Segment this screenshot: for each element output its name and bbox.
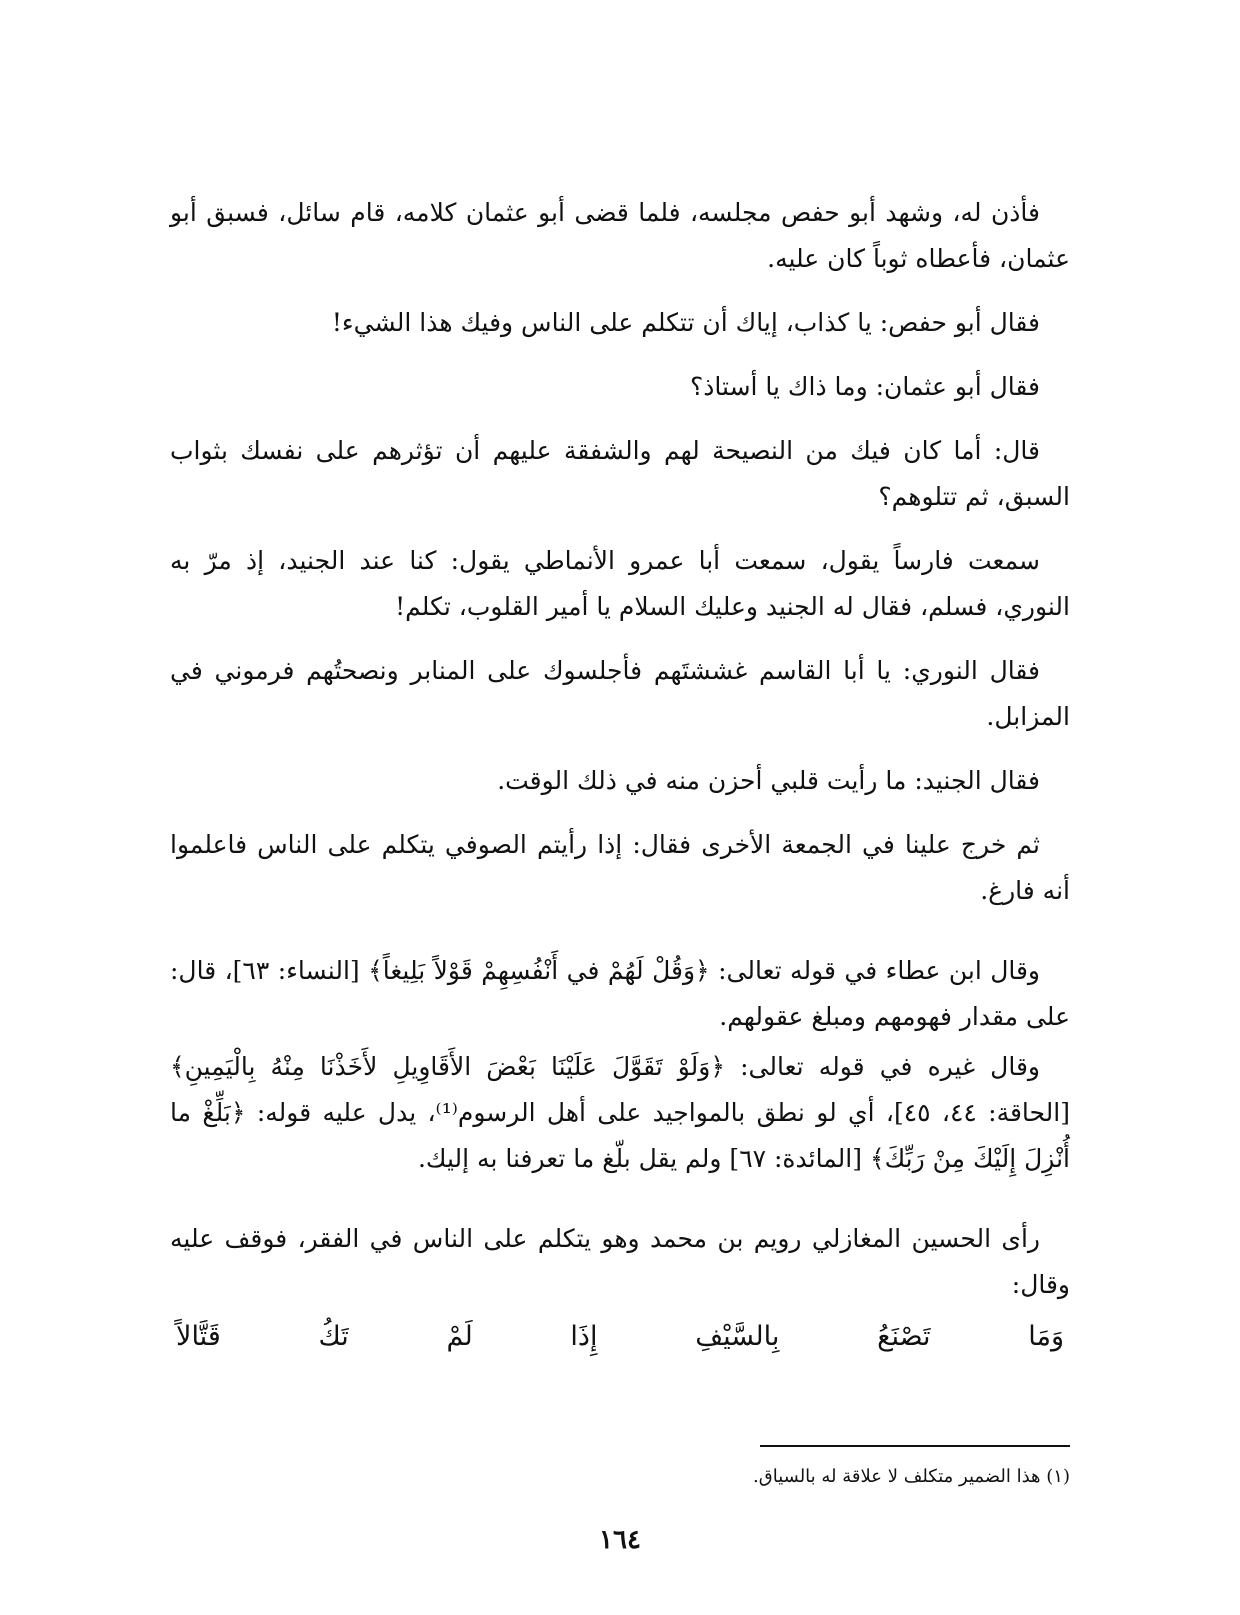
paragraph: فقال أبو حفص: يا كذاب، إياك أن تتكلم على الناس وفيك هذا الشيء! <box>331 308 1040 337</box>
paragraph: سمعت فارساً يقول، سمعت أبا عمرو الأنماطي يقول: كنا عند الجنيد، إذ مرّ به النوري، فسلم، فقال له الجنيد وعليك السلام يا أمير القلوب، تكلم! <box>170 546 1070 621</box>
paragraph: فقال أبو عثمان: وما ذاك يا أستاذ؟ <box>690 372 1040 401</box>
verse-word: إِذَا <box>570 1321 598 1352</box>
paragraph: رأى الحسين المغازلي رويم بن محمد وهو يتكلم على الناس في الفقر، فوقف عليه وقال: <box>170 1224 1070 1299</box>
verse-word: تَكُ <box>318 1321 349 1352</box>
verse-word: تَصْنَعُ <box>877 1321 931 1352</box>
body-text <box>170 190 1070 1362</box>
paragraph: فقال الجنيد: ما رأيت قلبي أحزن منه في ذلك الوقت. <box>497 766 1040 795</box>
paragraph: فقال النوري: يا أبا القاسم غششتَهم فأجلسوك على المنابر ونصحتُهم فرموني في المزابل. <box>170 656 1070 731</box>
poetry-verse <box>170 1312 1070 1362</box>
paragraph: وقال غيره في قوله تعالى: ﴿وَلَوْ تَقَوَّلَ عَلَيْنَا بَعْضَ الأَقَاوِيلِ لأَخَذْنَا مِنْهُ بِالْيَمِينِ﴾ [الحاقة: ٤٤، ٤٥]، أي لو نطق بالمواجيد على أهل الرسوم⁽¹⁾، يدل عليه قوله: ﴿بَلِّغْ ما أُنْزِلَ إِلَيْكَ مِنْ رَبِّكَ﴾ [المائدة: ٦٧] ولم يقل بلّغ ما تعرفنا به إليك. <box>170 1052 1070 1173</box>
verse-word: وَمَا <box>1028 1321 1064 1352</box>
footnote: (١) هذا الضمير متكلف لا علاقة له بالسياق. <box>753 1466 1070 1487</box>
verse-word: لَمْ <box>446 1321 473 1352</box>
paragraph: ثم خرج علينا في الجمعة الأخرى فقال: إذا رأيتم الصوفي يتكلم على الناس فاعلموا أنه فارغ. <box>170 830 1070 905</box>
paragraph: وقال ابن عطاء في قوله تعالى: ﴿وَقُلْ لَهُمْ في أَنْفُسِهِمْ قَوْلاً بَلِيغاً﴾ [النساء: ٦٣]، قال: على مقدار فهومهم ومبلغ عقولهم. <box>170 956 1070 1031</box>
verse-word: قَتَّالاً <box>176 1321 221 1352</box>
page-number: ١٦٤ <box>599 1525 641 1555</box>
verse-word: بِالسَّيْفِ <box>695 1321 780 1352</box>
footnote-divider <box>760 1445 1070 1447</box>
paragraph: قال: أما كان فيك من النصيحة لهم والشفقة عليهم أن تؤثرهم على نفسك بثواب السبق، ثم تتلوهم؟ <box>170 436 1070 511</box>
paragraph: فأذن له، وشهد أبو حفص مجلسه، فلما قضى أبو عثمان كلامه، قام سائل، فسبق أبو عثمان، فأعطاه ثوباً كان عليه. <box>170 198 1070 273</box>
